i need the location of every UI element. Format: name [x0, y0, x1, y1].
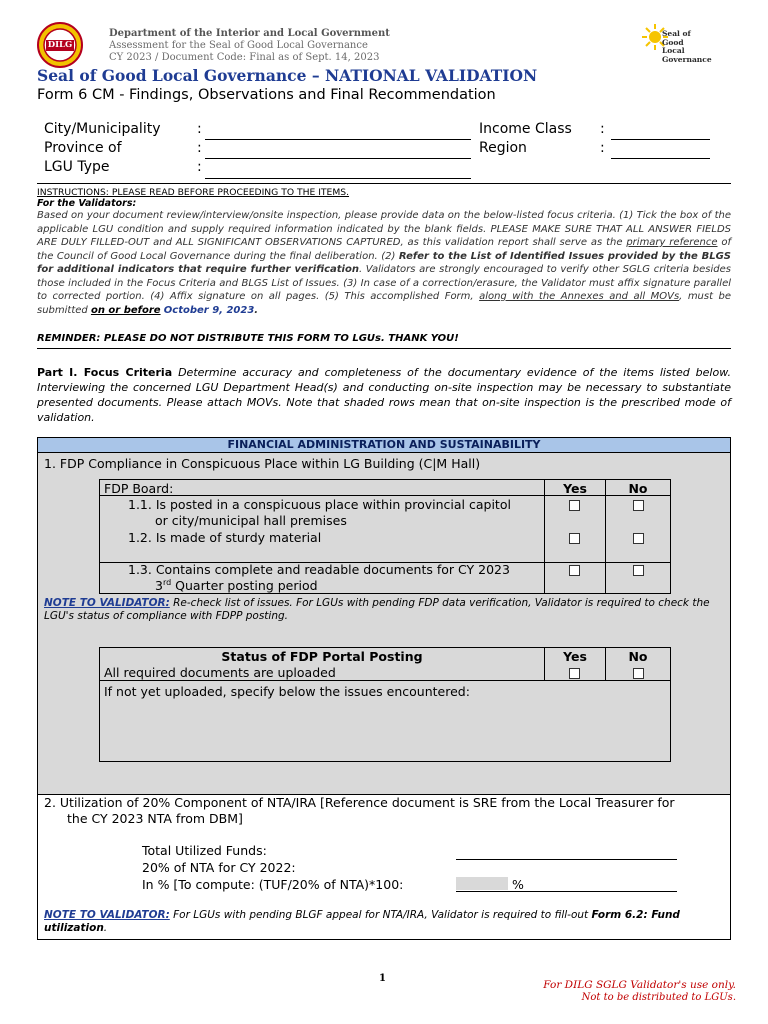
dept-name: Department of the Interior and Local Government [109, 28, 390, 39]
lgu-type-field[interactable] [205, 164, 471, 179]
part1-text [37, 365, 731, 425]
pct-field-underline [456, 891, 677, 892]
tuf-label: Total Utilized Funds: [142, 843, 267, 858]
instr-primary-reference: primary reference [626, 237, 718, 248]
divider [37, 348, 731, 349]
note1-text: Re-check list of issues. For LGUs with pending FDP data verification, Validator is required to check the LGU's status of compliance with FDPP posting. [44, 597, 710, 622]
sub3-no-checkbox[interactable] [633, 565, 644, 576]
sub2-yes-checkbox[interactable] [569, 533, 580, 544]
doc-code: CY 2023 / Document Code: Final as of Sept. 14, 2023 [109, 52, 380, 63]
sub1-no-checkbox[interactable] [633, 500, 644, 511]
sub2-no-checkbox[interactable] [633, 533, 644, 544]
instr-refer: Refer to the List of Identified Issues provided by the BLGS for additional indicators that require further verification [37, 250, 731, 275]
sub3b-sup: rd [162, 578, 172, 587]
instr-deadline: October 9, 2023 [163, 304, 255, 316]
page-number: 1 [379, 973, 386, 984]
part1-label: Part I. Focus Criteria [37, 366, 173, 379]
dilg-logo [37, 22, 83, 68]
region-label: Region [479, 140, 527, 156]
income-class-field[interactable] [611, 125, 710, 140]
city-label: City/Municipality [44, 121, 161, 137]
divider [37, 183, 731, 184]
tuf-field[interactable] [456, 859, 677, 860]
province-field[interactable] [205, 144, 471, 159]
form-subtitle: Form 6 CM - Findings, Observations and Final Recommendation [37, 87, 496, 103]
sub3b-pre: 3 [155, 578, 163, 594]
city-field[interactable] [205, 125, 471, 140]
note2-bold: Form 6.2: Fund utilization [44, 909, 680, 934]
portal-yes-checkbox[interactable] [569, 668, 580, 679]
pct-field[interactable] [456, 877, 508, 890]
reminder [37, 332, 731, 346]
for-validators-text: For the Validators: [37, 198, 137, 209]
sub1b-text: or city/municipal hall premises [155, 513, 347, 528]
province-label: Province of [44, 140, 122, 156]
sub3-yes-checkbox[interactable] [569, 565, 580, 576]
assessment-line: Assessment for the Seal of Good Local Governance [109, 40, 368, 51]
instr-p3: . Validators are strongly encouraged to verify other SGLG criteria besides those included in the Focus Criteria and BLGS List of Issues. (3) In case of a correction/erasure, the Validator must affix signature parallel to corrected portion. (4) Affix signature on all pages. (5) This accomplished Form, [37, 264, 731, 302]
note2-label: NOTE TO VALIDATOR: [44, 909, 170, 921]
section-header [37, 437, 731, 453]
sglg-logo-line: Seal of [662, 29, 691, 38]
sglg-logo-line: Good [662, 37, 684, 47]
sub1-text: 1.1. Is posted in a conspicuous place within provincial capitol [128, 497, 511, 512]
sglg-logo [642, 22, 712, 74]
instr-p4: , must be submitted [37, 291, 731, 316]
colon: : [600, 140, 605, 156]
note2-text: For LGUs with pending BLGF appeal for NTA/IRA, Validator is required to fill-out [169, 909, 592, 921]
instructions-heading-text: INSTRUCTIONS: PLEASE READ BEFORE PROCEEDING TO THE ITEMS. [37, 187, 350, 198]
part1-body: Determine accuracy and completeness of the documentary evidence of the items listed below. Interviewing the concerned LGU Department Head(s) and conducting on-site inspection may be necessary to substantiate presented documents. Please attach MOVs. Note that shaded rows mean that on-site inspection is the prescribed mode of validation. [37, 366, 731, 424]
sub3b-text [155, 578, 318, 593]
portal-title: Status of FDP Portal Posting [221, 649, 423, 664]
colon: : [197, 121, 202, 137]
note-to-validator-2 [44, 909, 729, 935]
item1-title: 1. FDP Compliance in Conspicuous Place within LG Building (C|M Hall) [44, 456, 481, 471]
fdp-board-label: FDP Board: [104, 481, 174, 496]
portal-no-checkbox[interactable] [633, 668, 644, 679]
sglg-logo-line: Local [662, 46, 685, 55]
colon: : [197, 140, 202, 156]
portal-no-header: No [628, 649, 648, 664]
sub3-text: 1.3. Contains complete and readable documents for CY 2023 [128, 562, 510, 577]
instructions-body [37, 209, 731, 317]
section-header-text: FINANCIAL ADMINISTRATION AND SUSTAINABILITY [227, 438, 541, 451]
pct-sign: % [512, 877, 524, 892]
no-header: No [628, 481, 648, 496]
sub2-text: 1.2. Is made of sturdy material [128, 530, 322, 545]
portal-issues-label: If not yet uploaded, specify below the issues encountered: [104, 684, 470, 699]
sglg-logo-line: Governance [662, 54, 712, 64]
portal-yes-header: Yes [563, 649, 587, 664]
colon: : [600, 121, 605, 137]
instr-on-or-before: on or before [90, 304, 161, 316]
instr-p1: Based on your document review/interview/onsite inspection, please provide data on the below-listed focus criteria. (1) Tick the box of the applicable LGU condition and supply required information indicated by the blank fields. PLEASE MAKE SURE THAT ALL ANSWER FIELDS ARE DULY FILLED-OUT and ALL SIGNIFICANT OBSERVATIONS CAPTURED, as this validation report shall serve as the [37, 210, 731, 248]
nta-label: 20% of NTA for CY 2022: [142, 860, 296, 875]
income-class-label: Income Class [479, 121, 572, 137]
note-to-validator-1 [44, 597, 729, 623]
pct-label: In % [To compute: (TUF/20% of NTA)*100: [142, 877, 404, 892]
colon: : [197, 159, 202, 175]
lgu-type-label: LGU Type [44, 159, 110, 175]
item2-title: 2. Utilization of 20% Component of NTA/IRA [Reference document is SRE from the Local Treasurer for [44, 795, 675, 810]
instr-period: . [254, 304, 259, 316]
footer-line-1: For DILG SGLG Validator's use only. [543, 979, 736, 991]
note2-end: . [103, 922, 108, 934]
note1-label: NOTE TO VALIDATOR: [44, 597, 170, 609]
region-field[interactable] [611, 144, 710, 159]
dilg-logo-text: DILG [47, 40, 73, 50]
item2-title-cont: the CY 2023 NTA from DBM] [67, 811, 243, 826]
portal-row-text: All required documents are uploaded [104, 665, 336, 680]
instr-p2: of the Council of Good Local Governance during the final deliberation. (2) [37, 237, 731, 262]
footer-line-2: Not to be distributed to LGUs. [581, 992, 736, 1003]
page-title: Seal of Good Local Governance – NATIONAL VALIDATION [37, 66, 538, 85]
sub3b-post: Quarter posting period [171, 578, 318, 594]
instr-annexes: along with the Annexes and all MOVs [479, 291, 680, 302]
reminder-text: REMINDER: PLEASE DO NOT DISTRIBUTE THIS FORM TO LGUs. THANK YOU! [37, 333, 459, 344]
sub1-yes-checkbox[interactable] [569, 500, 580, 511]
yes-header: Yes [563, 481, 587, 496]
